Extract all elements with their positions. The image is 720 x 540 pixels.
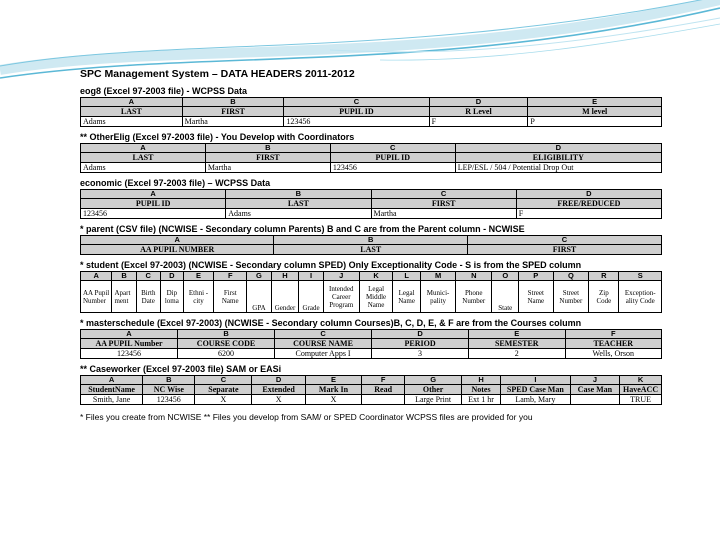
- column-letter: C: [136, 272, 160, 281]
- column-letter: A: [81, 236, 274, 245]
- column-letter: E: [528, 98, 662, 107]
- table-cell: Computer Apps I: [275, 349, 372, 359]
- column-letter: B: [226, 190, 371, 199]
- section-student: [80, 260, 662, 313]
- column-header: COURSE CODE: [178, 339, 275, 349]
- section-heading: * student (Excel 97-2003) (NCWISE - Secondary column SPED) Only Exceptionality Code - S is from the SPED column: [80, 260, 582, 270]
- section-masterschedule: [80, 318, 662, 359]
- column-letter: M: [421, 272, 456, 281]
- table-cell: 123456: [81, 209, 226, 219]
- column-letter: N: [456, 272, 492, 281]
- column-header: Other: [405, 385, 462, 395]
- column-header: NC Wise: [143, 385, 195, 395]
- column-header: Ethni -city: [183, 281, 213, 313]
- table-cell: 123456: [143, 395, 195, 405]
- column-header: Birth Date: [136, 281, 160, 313]
- column-letter: S: [619, 272, 662, 281]
- column-letter: C: [195, 376, 252, 385]
- column-letter: I: [299, 272, 323, 281]
- table-cell: LEP/ESL / 504 / Potential Drop Out: [455, 163, 661, 173]
- column-header: PERIOD: [372, 339, 469, 349]
- column-header: Case Man: [570, 385, 619, 395]
- column-letter: G: [247, 272, 271, 281]
- table-cell: Lamb, Mary: [501, 395, 571, 405]
- column-header: FIRST: [182, 107, 284, 117]
- section-heading: eog8 (Excel 97-2003 file) - WCPSS Data: [80, 86, 248, 96]
- column-header: Grade: [299, 281, 323, 313]
- column-header: Mark In: [305, 385, 361, 395]
- column-letter: C: [330, 144, 455, 153]
- column-letter: D: [160, 272, 183, 281]
- column-header: Separate: [195, 385, 252, 395]
- page-title: SPC Management System – DATA HEADERS 2011-2012: [80, 68, 355, 80]
- column-letter: B: [178, 330, 275, 339]
- table-cell: 6200: [178, 349, 275, 359]
- table-cell: F: [429, 117, 528, 127]
- column-header: SPED Case Man: [501, 385, 571, 395]
- column-header: COURSE NAME: [275, 339, 372, 349]
- economic-table: [80, 189, 662, 219]
- table-cell: Wells, Orson: [565, 349, 662, 359]
- column-letter: I: [501, 376, 571, 385]
- column-header: SEMESTER: [469, 339, 565, 349]
- table-cell: Smith, Jane: [81, 395, 143, 405]
- column-header: LAST: [226, 199, 371, 209]
- column-header: AA Pupil Number: [81, 281, 112, 313]
- column-letter: D: [429, 98, 528, 107]
- column-letter: G: [405, 376, 462, 385]
- column-letter: A: [81, 98, 183, 107]
- table-cell: X: [252, 395, 305, 405]
- parent-table: [80, 235, 662, 255]
- column-header: FIRST: [371, 199, 516, 209]
- column-header: Apart ment: [112, 281, 136, 313]
- column-header: R Level: [429, 107, 528, 117]
- table-cell: Adams: [81, 163, 206, 173]
- table-cell: P: [528, 117, 662, 127]
- footer-note: * Files you create from NCWISE ** Files you develop from SAM/ or SPED Coordinator WCPSS files are provided for you: [80, 412, 533, 422]
- otherelig-table: [80, 143, 662, 173]
- column-letter: H: [462, 376, 501, 385]
- column-letter: L: [393, 272, 421, 281]
- column-letter: B: [205, 144, 330, 153]
- column-letter: D: [372, 330, 469, 339]
- column-header: AA PUPIL NUMBER: [81, 245, 274, 255]
- column-letter: F: [214, 272, 247, 281]
- table-cell: Martha: [182, 117, 284, 127]
- section-heading: * masterschedule (Excel 97-2003) (NCWISE - Secondary column Courses)B, C, D, E, & F are from the Courses column: [80, 318, 582, 328]
- table-cell: Ext 1 hr: [462, 395, 501, 405]
- column-letter: D: [455, 144, 661, 153]
- table-cell: 123456: [330, 163, 455, 173]
- table-cell: X: [305, 395, 361, 405]
- section-eog8: [80, 86, 662, 127]
- column-header: Legal Middle Name: [359, 281, 392, 313]
- column-letter: A: [81, 376, 143, 385]
- column-header: AA PUPIL Number: [81, 339, 178, 349]
- column-letter: Q: [553, 272, 589, 281]
- column-letter: J: [570, 376, 619, 385]
- section-heading: ** OtherElig (Excel 97-2003 file) - You Develop with Coordinators: [80, 132, 355, 142]
- table-cell: Large Print: [405, 395, 462, 405]
- column-header: Read: [362, 385, 405, 395]
- column-header: Intended Career Program: [323, 281, 359, 313]
- column-letter: B: [143, 376, 195, 385]
- table-cell: [362, 395, 405, 405]
- section-heading: ** Caseworker (Excel 97-2003 file) SAM or EASi: [80, 364, 282, 374]
- column-header: Notes: [462, 385, 501, 395]
- column-letter: J: [323, 272, 359, 281]
- column-header: Legal Name: [393, 281, 421, 313]
- column-letter: K: [359, 272, 392, 281]
- column-letter: F: [362, 376, 405, 385]
- column-letter: F: [565, 330, 662, 339]
- column-header: ELIGIBILITY: [455, 153, 661, 163]
- table-cell: X: [195, 395, 252, 405]
- column-letter: E: [183, 272, 213, 281]
- column-letter: C: [467, 236, 661, 245]
- column-letter: E: [469, 330, 565, 339]
- column-letter: A: [81, 330, 178, 339]
- section-heading: economic (Excel 97-2003 file) – WCPSS Data: [80, 178, 271, 188]
- table-cell: [570, 395, 619, 405]
- column-header: FIRST: [467, 245, 661, 255]
- section-caseworker: [80, 364, 662, 405]
- column-letter: O: [492, 272, 519, 281]
- table-cell: Martha: [205, 163, 330, 173]
- column-header: TEACHER: [565, 339, 662, 349]
- column-header: State: [492, 281, 519, 313]
- student-table: [80, 271, 662, 313]
- table-cell: 123456: [284, 117, 429, 127]
- table-cell: 2: [469, 349, 565, 359]
- caseworker-table: [80, 375, 662, 405]
- masterschedule-table: [80, 329, 662, 359]
- column-letter: A: [81, 144, 206, 153]
- column-letter: K: [620, 376, 662, 385]
- column-letter: D: [252, 376, 305, 385]
- column-header: Dip loma: [160, 281, 183, 313]
- column-header: Exception- ality Code: [619, 281, 662, 313]
- column-letter: D: [516, 190, 661, 199]
- column-letter: C: [275, 330, 372, 339]
- column-header: StudentName: [81, 385, 143, 395]
- column-header: PUPIL ID: [284, 107, 429, 117]
- column-header: Munici- pality: [421, 281, 456, 313]
- column-header: Street Number: [553, 281, 589, 313]
- column-header: GPA: [247, 281, 271, 313]
- column-letter: C: [371, 190, 516, 199]
- column-header: LAST: [274, 245, 467, 255]
- column-letter: E: [305, 376, 361, 385]
- table-cell: 3: [372, 349, 469, 359]
- table-cell: Martha: [371, 209, 516, 219]
- eog8-table: [80, 97, 662, 127]
- column-header: LAST: [81, 153, 206, 163]
- column-header: HaveACC: [620, 385, 662, 395]
- table-cell: TRUE: [620, 395, 662, 405]
- column-letter: H: [271, 272, 299, 281]
- column-letter: A: [81, 272, 112, 281]
- column-header: Extended: [252, 385, 305, 395]
- column-header: PUPIL ID: [81, 199, 226, 209]
- column-header: Phone Number: [456, 281, 492, 313]
- column-letter: B: [112, 272, 136, 281]
- table-cell: Adams: [226, 209, 371, 219]
- column-letter: B: [274, 236, 467, 245]
- column-header: Gender: [271, 281, 299, 313]
- column-letter: C: [284, 98, 429, 107]
- column-header: Zip Code: [589, 281, 619, 313]
- section-heading: * parent (CSV file) (NCWISE - Secondary column Parents) B and C are from the Parent column - NCWISE: [80, 224, 525, 234]
- table-cell: 123456: [81, 349, 178, 359]
- column-letter: R: [589, 272, 619, 281]
- column-letter: A: [81, 190, 226, 199]
- column-header: M level: [528, 107, 662, 117]
- section-parent: [80, 224, 662, 255]
- section-economic: [80, 178, 662, 219]
- column-header: First Name: [214, 281, 247, 313]
- section-otherelig: [80, 132, 662, 173]
- column-header: FREE/REDUCED: [516, 199, 661, 209]
- column-letter: B: [182, 98, 284, 107]
- column-header: PUPIL ID: [330, 153, 455, 163]
- column-header: LAST: [81, 107, 183, 117]
- column-header: FIRST: [205, 153, 330, 163]
- table-cell: F: [516, 209, 661, 219]
- data-headers-document: [80, 68, 662, 422]
- column-letter: P: [519, 272, 553, 281]
- column-header: Street Name: [519, 281, 553, 313]
- table-cell: Adams: [81, 117, 183, 127]
